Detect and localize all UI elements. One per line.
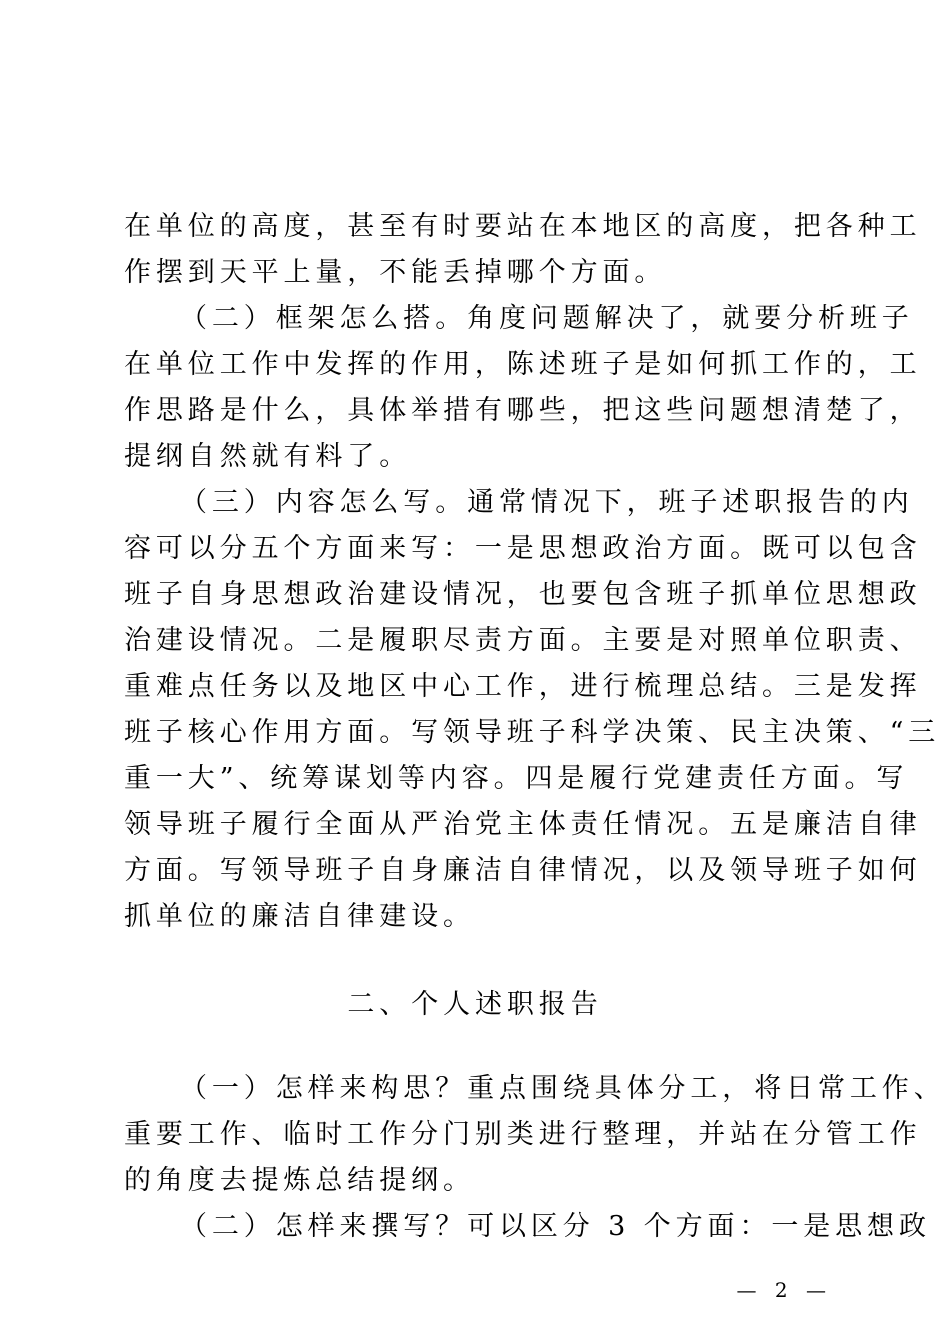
body-line-15: 方面。写领导班子自身廉洁自律情况，以及领导班子如何 [124,855,922,886]
section-2-line-2: 重要工作、临时工作分门别类进行整理，并站在分管工作 [124,1119,922,1150]
body-line-11: 重难点任务以及地区中心工作，进行梳理总结。三是发挥 [124,671,922,702]
body-line-9: 班子自身思想政治建设情况，也要包含班子抓单位思想政 [124,579,922,610]
section-2-paragraph-1-line-1: （一）怎样来构思？重点围绕具体分工，将日常工作、 [180,1073,946,1104]
body-line-10: 治建设情况。二是履职尽责方面。主要是对照单位职责、 [124,625,922,656]
body-line-6: 提纲自然就有料了。 [124,441,412,472]
body-line-12: 班子核心作用方面。写领导班子科学决策、民主决策、“三 [124,717,941,748]
paragraph-2-line-1: （二）框架怎么搭。角度问题解决了，就要分析班子 [180,303,914,334]
body-line-8: 容可以分五个方面来写：一是思想政治方面。既可以包含 [124,533,922,564]
body-line-2: 作摆到天平上量，不能丢掉哪个方面。 [124,257,667,288]
body-line-14: 领导班子履行全面从严治党主体责任情况。五是廉洁自律 [124,809,922,840]
body-line-1: 在单位的高度，甚至有时要站在本地区的高度，把各种工 [124,211,922,242]
section-heading: 二、个人述职报告 [347,989,603,1020]
body-line-4: 在单位工作中发挥的作用，陈述班子是如何抓工作的，工 [124,349,922,380]
body-line-13: 重一大”、统筹谋划等内容。四是履行党建责任方面。写 [124,763,909,794]
section-2-line-3: 的角度去提炼总结提纲。 [124,1165,475,1196]
body-line-5: 作思路是什么，具体举措有哪些，把这些问题想清楚了， [124,395,922,426]
body-line-16: 抓单位的廉洁自律建设。 [124,901,475,932]
section-2-paragraph-2-line-1: （二）怎样来撰写？可以区分 3 个方面：一是思想政 [180,1211,931,1242]
paragraph-3-line-1: （三）内容怎么写。通常情况下，班子述职报告的内 [180,487,914,518]
page-number: — 2 — [736,1278,832,1302]
